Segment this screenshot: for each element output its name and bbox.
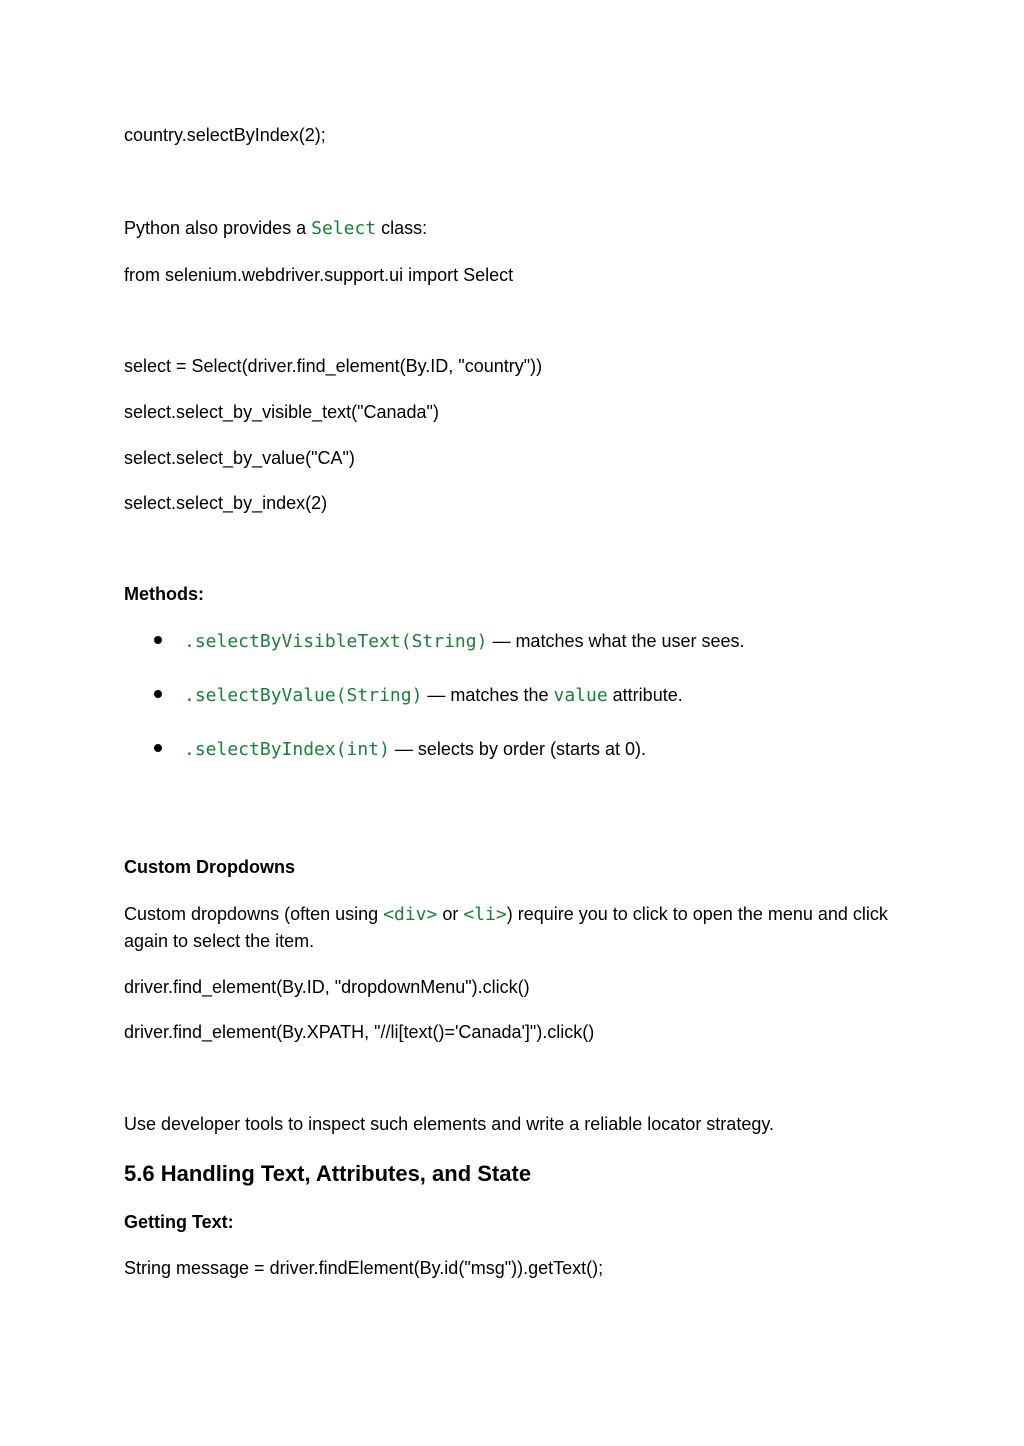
method-description: — matches what the user sees. xyxy=(487,631,745,651)
get-text-code-line: String message = driver.findElement(By.id("msg")).getText(); xyxy=(124,1258,604,1278)
python-value-line: select.select_by_value("CA") xyxy=(124,448,355,468)
custom-dropdowns-heading: Custom Dropdowns xyxy=(124,857,295,877)
method-description-suffix: attribute. xyxy=(607,685,683,705)
bullet-icon xyxy=(154,636,162,644)
list-item xyxy=(154,629,745,654)
list-item xyxy=(154,683,683,708)
li-tag-code: <li> xyxy=(463,904,507,925)
dropdown-menu-click-line: driver.find_element(By.ID, "dropdownMenu").click() xyxy=(124,977,530,997)
python-intro-line xyxy=(124,217,427,240)
div-tag-code: <div> xyxy=(383,904,438,925)
paragraph-text: ) require you to click to open the menu and click again to select the item. xyxy=(124,904,888,951)
select-class-code: Select xyxy=(311,218,377,239)
python-index-line: select.select_by_index(2) xyxy=(124,493,328,513)
python-intro-suffix: class: xyxy=(376,218,428,238)
python-import-line: from selenium.webdriver.support.ui import Select xyxy=(124,265,514,285)
paragraph-text: Custom dropdowns (often using xyxy=(124,904,384,924)
method-code: .selectByValue(String) xyxy=(184,685,423,706)
method-code: .selectByVisibleText(String) xyxy=(184,631,488,652)
method-description: — selects by order (starts at 0). xyxy=(389,739,646,759)
python-intro-text: Python also provides a xyxy=(124,218,312,238)
methods-heading: Methods: xyxy=(124,584,204,604)
java-select-index-line: country.selectByIndex(2); xyxy=(124,125,326,145)
paragraph-text: or xyxy=(437,904,464,924)
value-attribute-code: value xyxy=(553,685,608,706)
list-item xyxy=(154,737,646,762)
custom-dropdowns-paragraph xyxy=(124,901,904,955)
method-code: .selectByIndex(int) xyxy=(184,739,390,760)
xpath-click-line: driver.find_element(By.XPATH, "//li[text()='Canada']").click() xyxy=(124,1022,595,1042)
getting-text-heading: Getting Text: xyxy=(124,1212,234,1232)
python-visible-text-line: select.select_by_visible_text("Canada") xyxy=(124,402,439,422)
bullet-icon xyxy=(154,690,162,698)
bullet-icon xyxy=(154,744,162,752)
developer-tools-tip: Use developer tools to inspect such elements and write a reliable locator strategy. xyxy=(124,1114,775,1134)
python-select-create-line: select = Select(driver.find_element(By.ID, "country")) xyxy=(124,356,543,376)
section-title: 5.6 Handling Text, Attributes, and State xyxy=(124,1161,532,1186)
method-description: — matches the xyxy=(422,685,554,705)
